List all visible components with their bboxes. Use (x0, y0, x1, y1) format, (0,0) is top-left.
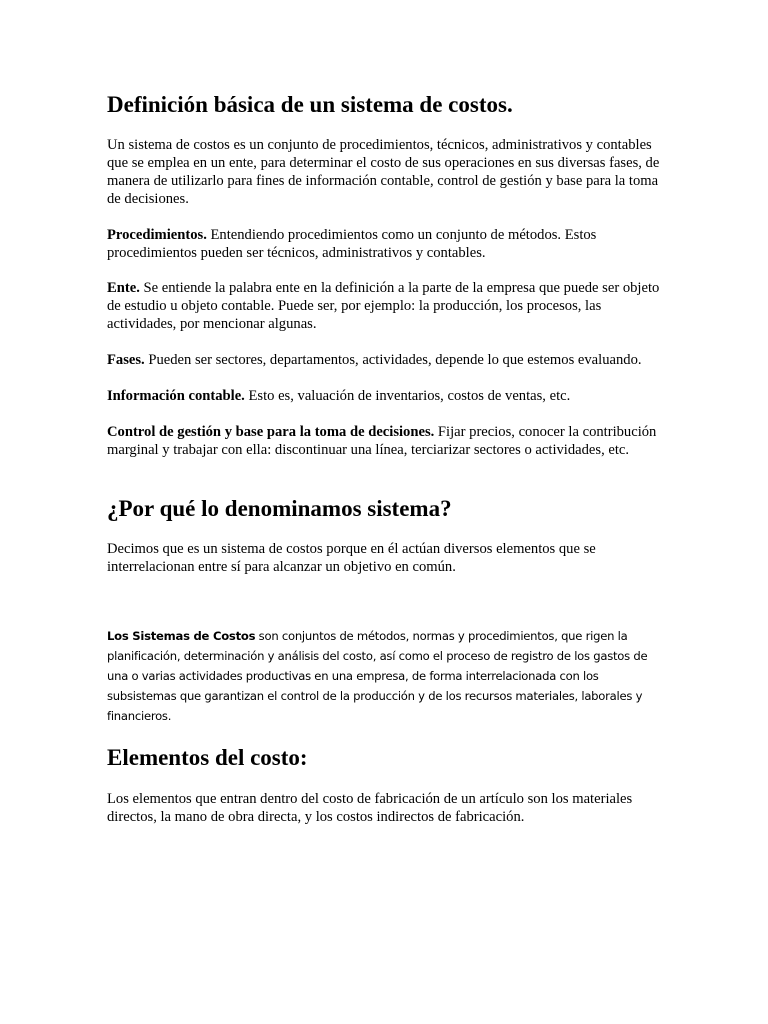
definition-procedimientos (107, 226, 667, 262)
definition-text: Esto es, valuación de inventarios, costos de ventas, etc. (244, 388, 571, 404)
section-elementos-paragraph: Los elementos que entran dentro del costo de fabricación de un artículo son los materiales directos, la mano de obra directa, y los costos indirectos de fabricación. (107, 791, 633, 825)
definition-term: Ente. (107, 280, 140, 296)
sistemas-de-costos-paragraph (107, 626, 667, 726)
definition-term: Procedimientos. (107, 227, 207, 243)
definition-ente (107, 279, 667, 333)
section-sistema-paragraph: Decimos que es un sistema de costos porque en él actúan diversos elementos que se interrelacionan entre sí para alcanzar un objetivo en común. (107, 541, 596, 575)
definition-control-de-gestion (107, 423, 667, 459)
definition-text: Se entiende la palabra ente en la definición a la parte de la empresa que puede ser objeto de estudio u objeto contable. Puede ser, por ejemplo: la producción, los procesos, las actividades, por mencionar algunas. (107, 280, 660, 332)
sistemas-de-costos-text: son conjuntos de métodos, normas y procedimientos, que rigen la planificación, determinación y análisis del costo, así como el proceso de registro de los gastos de una o varias actividades productivas en una empresa, de forma interrelacionada con los subsistemas que garantizan el control de la producción y de los recursos materiales, laborales y financieros. (107, 629, 648, 723)
definition-fases (107, 351, 642, 369)
section-heading-elementos: Elementos del costo: (107, 745, 308, 770)
document-title: Definición básica de un sistema de costos. (107, 92, 513, 117)
definition-term: Información contable. (107, 388, 245, 404)
intro-paragraph: Un sistema de costos es un conjunto de procedimientos, técnicos, administrativos y contables que se emplea en un ente, para determinar el costo de sus operaciones en sus diversas fases, de manera de utilizarlo para fines de información contable, control de gestión y base para la toma de decisiones. (107, 137, 660, 207)
definition-term: Fases. (107, 352, 145, 368)
definition-text: Pueden ser sectores, departamentos, actividades, depende lo que estemos evaluando. (144, 352, 642, 368)
definition-informacion-contable (107, 387, 570, 405)
sistemas-de-costos-term: Los Sistemas de Costos (107, 629, 256, 643)
definition-text: Fijar precios, conocer la contribución marginal y trabajar con ella: discontinuar una línea, terciarizar sectores o actividades, etc. (107, 424, 657, 458)
definition-term: Control de gestión y base para la toma de decisiones. (107, 424, 435, 440)
definition-text: Entendiendo procedimientos como un conjunto de métodos. Estos procedimientos pueden ser técnicos, administrativos y contables. (107, 227, 597, 261)
section-heading-sistema: ¿Por qué lo denominamos sistema? (107, 496, 452, 521)
